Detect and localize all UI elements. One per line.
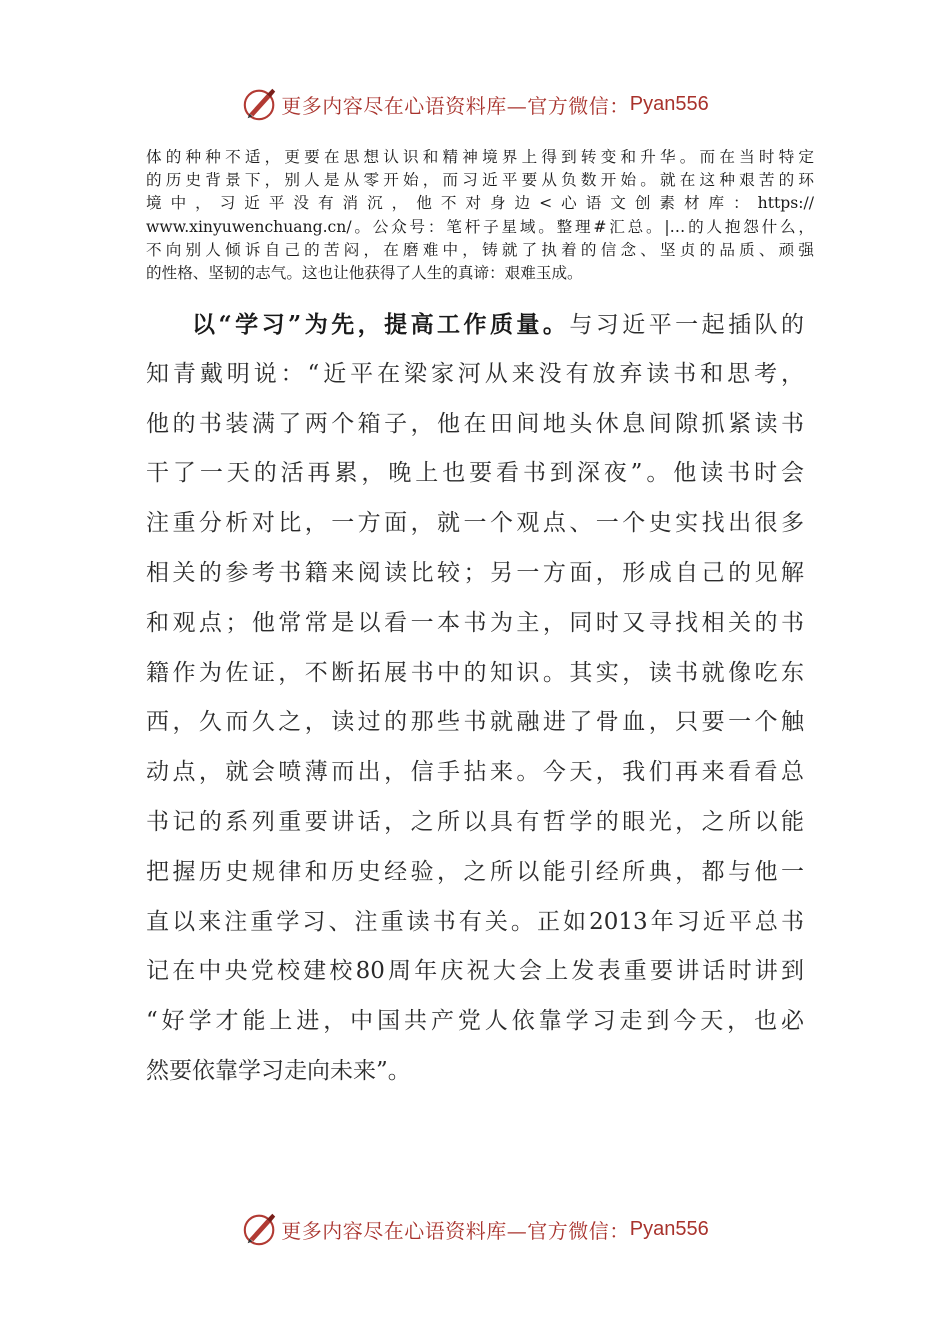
- pen-logo-icon: [241, 1210, 279, 1248]
- main-paragraph-line: 相关的参考书籍来阅读比较；另一方面，形成自己的见解: [146, 559, 804, 586]
- main-paragraph-line: 然要依靠学习走向未来”。: [146, 1057, 411, 1084]
- small-paragraph-line: 境中，习近平没有消沉，他不对身边<心语文创素材库：https://: [146, 194, 814, 213]
- pen-logo-icon: [241, 85, 279, 123]
- main-paragraph-line: “好学才能上进，中国共产党人依靠学习走到今天，也必: [146, 1008, 804, 1035]
- main-paragraph-line: 把握历史规律和历史经验，之所以能引经所典，都与他一: [146, 858, 804, 885]
- main-paragraph-line: 和观点；他常常是以看一本书为主，同时又寻找相关的书: [146, 609, 804, 636]
- main-paragraph-line: 动点，就会喷薄而出，信手拈来。今天，我们再来看看总: [146, 759, 804, 786]
- small-paragraph-line: 不向别人倾诉自己的苦闷，在磨难中，铸就了执着的信念、坚贞的品质、顽强: [146, 240, 814, 259]
- small-paragraph-line: 的性格、坚韧的志气。这也让他获得了人生的真谛：艰难玉成。: [146, 263, 583, 282]
- footer-banner-wechat-id: Pyan556: [629, 1217, 709, 1240]
- footer-banner: [0, 1209, 950, 1249]
- main-paragraph-line: 知青戴明说：“近平在梁家河从来没有放弃读书和思考，: [146, 360, 804, 387]
- first-line-text: 与习近平一起插队的: [569, 312, 804, 338]
- footer-banner-text: 更多内容尽在心语资料库—官方微信：: [281, 1218, 630, 1243]
- main-paragraph-line: 籍作为佐证，不断拓展书中的知识。其实，读书就像吃东: [146, 659, 804, 686]
- header-banner: [0, 84, 950, 124]
- main-paragraph-line: 西，久而久之，读过的那些书就融进了骨血，只要一个触: [146, 709, 804, 736]
- main-paragraph-line: 他的书装满了两个箱子，他在田间地头休息间隙抓紧读书: [146, 410, 804, 437]
- small-paragraph-line: 体的种种不适，更要在思想认识和精神境界上得到转变和升华。而在当时特定: [146, 148, 814, 166]
- paragraph-lead-heading: 以“学习”为先，提高工作质量。: [192, 311, 570, 338]
- main-paragraph-line: 直以来注重学习、注重读书有关。正如2013年习近平总书: [146, 908, 804, 935]
- small-paragraph-line: www.xinyuwenchuang.cn/。公众号：笔杆子星域。整理#汇总。|…的人抱怨什么，: [146, 217, 814, 236]
- main-paragraph-line: 干了一天的活再累，晚上也要看书到深夜”。他读书时会: [146, 460, 804, 487]
- main-paragraph-line: 注重分析对比，一方面，就一个观点、一个史实找出很多: [146, 510, 804, 537]
- main-paragraph-line: 记在中央党校建校80周年庆祝大会上发表重要讲话时讲到: [146, 958, 804, 985]
- main-paragraph-first-line: [146, 300, 804, 350]
- header-banner-wechat-id: Pyan556: [629, 92, 709, 115]
- main-paragraph-line: 书记的系列重要讲话，之所以具有哲学的眼光，之所以能: [146, 808, 804, 835]
- small-paragraph-line: 的历史背景下，别人是从零开始，而习近平要从负数开始。就在这种艰苦的环: [146, 171, 814, 190]
- main-paragraph: [146, 300, 804, 1097]
- small-paragraph: [146, 146, 814, 285]
- header-banner-text: 更多内容尽在心语资料库—官方微信：: [281, 93, 630, 118]
